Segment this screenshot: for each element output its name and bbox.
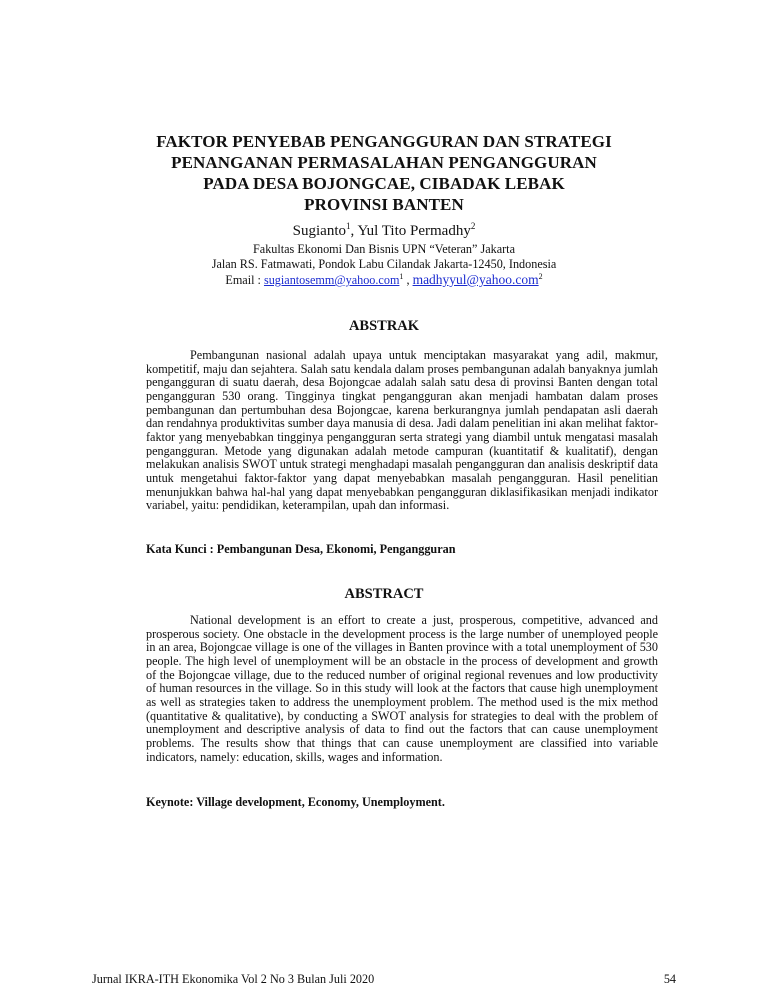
author-name: Yul Tito Permadhy xyxy=(357,223,471,239)
email-separator: , xyxy=(403,273,413,287)
footer-journal: Jurnal IKRA-ITH Ekonomika Vol 2 No 3 Bulan Juli 2020 xyxy=(92,972,375,986)
author-affiliation-mark: 1 xyxy=(346,221,351,231)
author-separator: , xyxy=(350,223,358,239)
title-line: PROVINSI BANTEN xyxy=(304,195,464,214)
title-line: FAKTOR PENYEBAB PENGANGGURAN DAN STRATEGI xyxy=(156,132,612,151)
abstract-heading: ABSTRACT xyxy=(344,586,424,602)
email-line xyxy=(120,272,648,288)
author-name: Sugianto xyxy=(292,223,347,239)
email-mark: 1 xyxy=(399,272,404,281)
paper-title xyxy=(120,131,648,215)
abstract-body: National development is an effort to create a just, prosperous, competitive, advanced and prosperous society. One obstacle in the development process is the large number of unemployed people in an area, Bojongcae village is one of the villages in Banten province with a total unemployment of 530 people. The high level of unemployment will be an obstacle in the process of development and growth of the Bojongcae village, due to the reduced number of original regional revenues and low productivity of human resources in the village. So in this study will look at the factors that cause high unemployment as well as strategies taken to address the unemployment problem. The method used is the mix method (quantitative & qualitative), by conducting a SWOT analysis for strategies to deal with the problem of unemployment and descriptive analysis of data to find out the factors that can cause unemployment problems. The results show that things that can cause unemployment are classified into variable indicators, namely: education, skills, wages and information. xyxy=(146,613,658,764)
author-affiliation-mark: 2 xyxy=(470,221,476,231)
abstract-keywords: Keynote: Village development, Economy, Unemployment. xyxy=(146,795,445,809)
email-mark: 2 xyxy=(538,272,543,281)
title-line: PADA DESA BOJONGCAE, CIBADAK LEBAK xyxy=(203,174,565,193)
email-label: Email : xyxy=(225,273,264,287)
affiliation-address: Jalan RS. Fatmawati, Pondok Labu Cilandak Jakarta-12450, Indonesia xyxy=(211,257,557,271)
footer-page-number: 54 xyxy=(663,972,676,986)
title-line: PENANGANAN PERMASALAHAN PENGANGGURAN xyxy=(171,153,597,172)
affiliation-institution: Fakultas Ekonomi Dan Bisnis UPN “Veteran” Jakarta xyxy=(253,242,515,256)
abstrak-heading: ABSTRAK xyxy=(348,318,420,334)
abstrak-keywords: Kata Kunci : Pembangunan Desa, Ekonomi, Pengangguran xyxy=(146,542,456,556)
email-link[interactable]: madhyyul@yahoo.com xyxy=(412,272,539,287)
abstrak-body: Pembangunan nasional adalah upaya untuk menciptakan masyarakat yang adil, makmur, kompetitif, maju dan sejahtera. Salah satu kendala dalam proses pembangunan adalah banyaknya jumlah pengangguran di suatu daerah, desa Bojongcae adalah salah satu desa di provinsi Banten dengan total pengangguran 530 orang. Tingginya tingkat pengangguran akan menjadi hambatan dalam proses pembangunan dan pertumbuhan desa Bojongcae, karena berkurangnya jumlah pendapatan asli daerah dan rendahnya produktivitas sumber daya manusia di desa. Jadi dalam penelitian ini akan melihat faktor-faktor yang menyebabkan tingginya pengangguran serta strategi yang diambil untuk mengatasi masalah pengangguran. Metode yang digunakan adalah metode campuran (kuantitatif & kualitatif), dengan melakukan analisis SWOT untuk strategi menghadapi masalah pengangguran dan analisis deskriptif data untuk mengetahui faktor-faktor yang dapat menyebabkan masalah pengangguran. Hasil penelitian menunjukkan bahwa hal-hal yang dapat menyebabkan pengangguran diklasifikasikan menjadi indikator variabel, yaitu: pendidikan, keterampilan, upah dan informasi. xyxy=(146,348,658,513)
author-list xyxy=(120,222,648,240)
email-link[interactable]: sugiantosemm@yahoo.com xyxy=(263,273,400,287)
